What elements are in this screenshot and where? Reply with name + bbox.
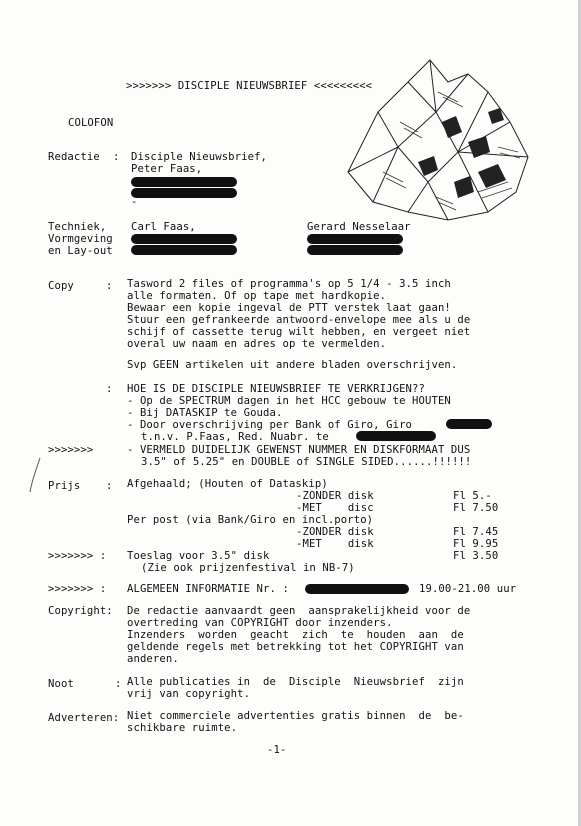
prijs-value: Fl 7.45 — [453, 526, 499, 538]
redacted-block — [307, 234, 403, 244]
page-title: >>>>>>> DISCIPLE NIEUWSBRIEF <<<<<<<<< — [126, 80, 373, 92]
copy-line: Bewaar een kopie ingeval de PTT verstek laat gaan! — [127, 302, 451, 314]
redacted-block — [446, 419, 492, 429]
prijs-value: Fl 9.95 — [453, 538, 499, 550]
copyright-line: anderen. — [127, 653, 179, 665]
copy-line: alle formaten. Of op tape met hardkopie. — [127, 290, 387, 302]
redactie-line1: Disciple Nieuwsbrief, — [131, 151, 268, 163]
verkrijgen-bullet: - Door overschrijving per Bank of Giro, Giro — [127, 419, 413, 431]
prijs-sep: : — [106, 480, 113, 492]
verkrijgen-bullet: 3.5" of 5.25" en DOUBLE of SINGLE SIDED......!!!!!! — [141, 456, 472, 468]
pen-mark — [26, 456, 46, 496]
copyright-line: De redactie aanvaardt geen aansprakelijkheid voor de — [127, 605, 471, 617]
copy-note: Svp GEEN artikelen uit andere bladen overschrijven. — [127, 359, 458, 371]
techniek-label: Techniek, — [48, 221, 107, 233]
page-number: -1- — [267, 744, 287, 756]
verkrijgen-bullet: - Bij DATASKIP te Gouda. — [127, 407, 283, 419]
redacted-block — [305, 584, 409, 594]
info-hours: 19.00-21.00 uur — [419, 583, 517, 595]
toeslag-value: Fl 3.50 — [453, 550, 499, 562]
prijs-met: -MET disc — [296, 502, 374, 514]
verkrijgen-bullet: - VERMELD DUIDELIJK GEWENST NUMMER EN DISKFORMAAT DUS — [127, 444, 471, 456]
adverteren-label: Adverteren: — [48, 712, 120, 724]
redactie-label: Redactie — [48, 151, 100, 163]
redacted-block — [131, 234, 237, 244]
noot-sep: : — [115, 678, 122, 690]
prijs-met: -MET disk — [296, 538, 374, 550]
prijs-value: Fl 5.- — [453, 490, 492, 502]
arrows-marker: >>>>>>> : — [48, 550, 107, 562]
toeslag-note: (Zie ook prijzenfestival in NB-7) — [141, 562, 355, 574]
verkrijgen-bullet: t.n.v. P.Faas, Red. Nuabr. te — [141, 431, 329, 443]
prijs-perpost: Per post (via Bank/Giro en incl.porto) — [127, 514, 374, 526]
colofon-heading: COLOFON — [68, 117, 114, 129]
prijs-label: Prijs — [48, 480, 81, 492]
verkrijgen-sep: : — [106, 383, 113, 395]
redacted-block — [307, 245, 403, 255]
info-label: ALGEMEEN INFORMATIE Nr. : — [127, 583, 289, 595]
techniek-name1: Carl Faas, — [131, 221, 196, 233]
arrows-marker: >>>>>>> : — [48, 583, 107, 595]
vormgeving-label: Vormgeving — [48, 233, 113, 245]
copy-line: schijf of cassette terug wilt hebben, en vergeet niet — [127, 326, 471, 338]
prijs-zonder: -ZONDER disk — [296, 490, 374, 502]
noot-label: Noot — [48, 678, 74, 690]
redactie-line2: Peter Faas, — [131, 163, 203, 175]
techniek-name2: Gerard Nesselaar — [307, 221, 411, 233]
copyright-line: Inzenders worden geacht zich te houden aan de — [127, 629, 464, 641]
redacted-block — [131, 245, 237, 255]
redacted-block — [131, 177, 237, 187]
copyright-label: Copyright: — [48, 605, 113, 617]
copy-line: Tasword 2 files of programma's op 5 1/4 - 3.5 inch — [127, 278, 451, 290]
copy-line: overal uw naam en adres op te vermelden. — [127, 338, 387, 350]
prijs-afgehaald: Afgehaald; (Houten of Dataskip) — [127, 478, 328, 490]
copyright-line: geldende regels met betrekking tot het COPYRIGHT van — [127, 641, 464, 653]
adverteren-line: schikbare ruimte. — [127, 722, 238, 734]
redacted-block — [131, 188, 237, 198]
copy-line: Stuur een gefrankeerde antwoord-envelope mee als u de — [127, 314, 471, 326]
noot-line: Alle publicaties in de Disciple Nieuwsbrief zijn — [127, 676, 464, 688]
copy-label: Copy — [48, 280, 74, 292]
prijs-value: Fl 7.50 — [453, 502, 499, 514]
copyright-line: overtreding van COPYRIGHT door inzenders. — [127, 617, 393, 629]
crystal-illustration — [338, 52, 534, 222]
noot-line: vrij van copyright. — [127, 688, 251, 700]
copy-sep: : — [106, 280, 113, 292]
redactie-sep: : — [113, 151, 120, 163]
verkrijgen-bullet: - Op de SPECTRUM dagen in het HCC gebouw te HOUTEN — [127, 395, 451, 407]
redacted-block — [356, 431, 436, 441]
verkrijgen-question: HOE IS DE DISCIPLE NIEUWSBRIEF TE VERKRIJGEN?? — [127, 383, 425, 395]
toeslag-line: Toeslag voor 3.5" disk — [127, 550, 270, 562]
arrows-marker: >>>>>>> — [48, 444, 94, 456]
adverteren-line: Niet commerciele advertenties gratis binnen de be- — [127, 710, 464, 722]
redactie-dash: - — [131, 196, 138, 208]
layout-label: en Lay-out — [48, 245, 113, 257]
prijs-zonder: -ZONDER disk — [296, 526, 374, 538]
